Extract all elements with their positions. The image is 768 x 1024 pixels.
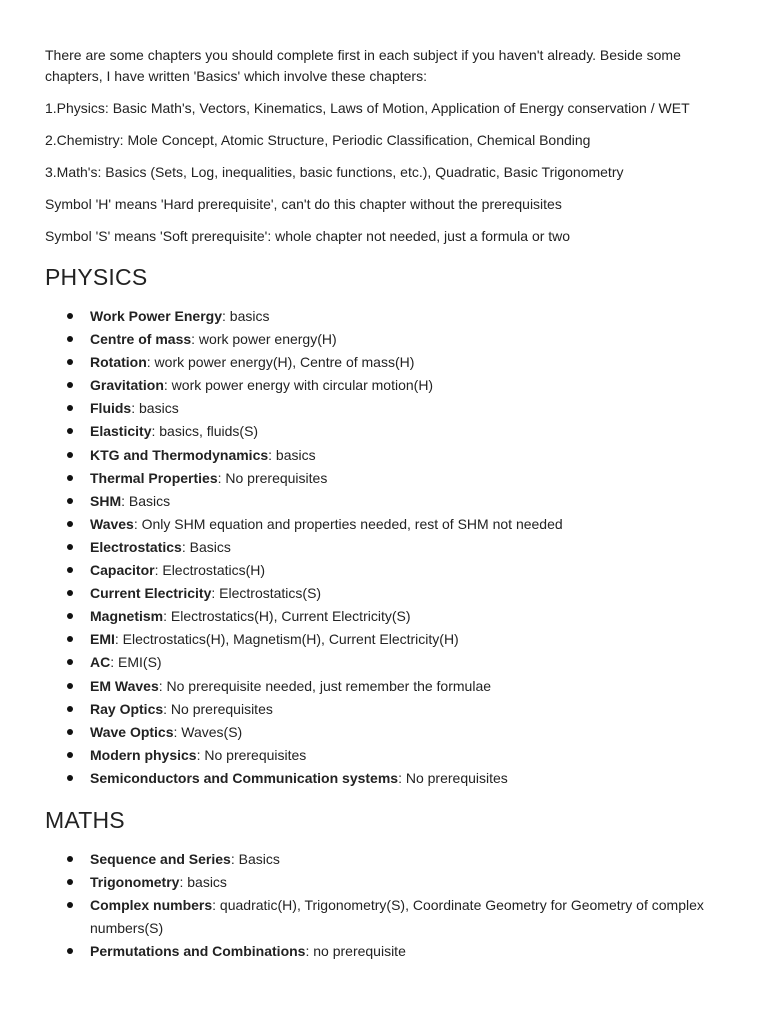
- list-item: [45, 848, 723, 871]
- topic-name: Complex numbers: [90, 897, 213, 914]
- maths-heading: MATHS: [45, 806, 125, 833]
- topic-detail: : Only SHM equation and properties needed, rest of SHM not needed: [133, 515, 563, 532]
- topic-detail: : work power energy(H), Centre of mass(H): [146, 354, 415, 371]
- topic-detail: : Electrostatics(H): [154, 562, 266, 579]
- bullet-icon: [67, 359, 73, 365]
- bullet-icon: [67, 879, 73, 885]
- topic-detail: : Electrostatics(S): [211, 585, 322, 602]
- intro-line-chemistry: 2.Chemistry: Mole Concept, Atomic Structure, Periodic Classification, Chemical Bonding: [45, 132, 591, 148]
- list-item: [45, 559, 723, 582]
- topic-detail: : basics: [268, 446, 316, 463]
- topic-name: Permutations and Combinations: [90, 943, 306, 960]
- topic-detail: : Electrostatics(H), Current Electricity(S): [163, 608, 411, 625]
- bullet-icon: [67, 475, 73, 481]
- topic-name: Wave Optics: [90, 723, 174, 740]
- topic-detail: : basics, fluids(S): [151, 423, 259, 440]
- topic-name: EM Waves: [90, 677, 159, 694]
- list-item: [45, 767, 723, 790]
- topic-name: Gravitation: [90, 377, 164, 394]
- physics-heading: PHYSICS: [45, 264, 148, 290]
- list-item: [45, 444, 723, 467]
- intro-line-physics: 1.Physics: Basic Math's, Vectors, Kinematics, Laws of Motion, Application of Energy conservation / WET: [45, 100, 690, 116]
- bullet-icon: [67, 636, 73, 642]
- bullet-icon: [67, 452, 73, 458]
- maths-section: [45, 806, 723, 963]
- topic-name: Ray Optics: [90, 700, 164, 717]
- list-item: [45, 582, 723, 605]
- list-item: [45, 605, 723, 628]
- topic-detail: : basics: [179, 874, 227, 891]
- list-item: [45, 744, 723, 767]
- bullet-icon: [67, 544, 73, 550]
- intro-line-soft-symbol: Symbol 'S' means 'Soft prerequisite': whole chapter not needed, just a formula or two: [45, 228, 571, 244]
- list-item: [45, 374, 723, 397]
- bullet-icon: [67, 590, 73, 596]
- topic-detail: : Basics: [230, 850, 280, 867]
- list-item: [45, 675, 723, 698]
- topic-detail: : Basics: [121, 492, 171, 509]
- bullet-icon: [67, 775, 73, 781]
- list-item: [45, 420, 723, 443]
- topic-detail: : No prerequisites: [196, 746, 307, 763]
- topic-name: Centre of mass: [90, 331, 192, 348]
- topic-name: Elasticity: [90, 423, 152, 440]
- list-item: [45, 628, 723, 651]
- topic-detail: : EMI(S): [110, 654, 162, 671]
- topic-name: Work Power Energy: [90, 308, 223, 324]
- topic-name: Electrostatics: [90, 538, 182, 555]
- list-item: [45, 305, 723, 328]
- topic-name: Fluids: [90, 400, 132, 417]
- topic-detail: : basics: [222, 308, 270, 324]
- topic-detail: : No prerequisite needed, just remember the formulae: [158, 677, 492, 694]
- topic-detail: : basics: [131, 400, 179, 417]
- topic-detail: : quadratic(H), Trigonometry(S), Coordinate Geometry for Geometry of complex numbers(S): [90, 897, 704, 937]
- intro-paragraph: There are some chapters you should complete first in each subject if you haven't already. Beside some chapters, I have written 'Basics' which involve these chapters:: [45, 47, 681, 84]
- bullet-icon: [67, 683, 73, 689]
- list-item: [45, 351, 723, 374]
- bullet-icon: [67, 752, 73, 758]
- list-item: [45, 328, 723, 351]
- list-item: [45, 397, 723, 420]
- bullet-icon: [67, 498, 73, 504]
- bullet-icon: [67, 659, 73, 665]
- bullet-icon: [67, 405, 73, 411]
- topic-detail: : no prerequisite: [305, 943, 406, 960]
- topic-name: Thermal Properties: [90, 469, 218, 486]
- list-item: [45, 721, 723, 744]
- bullet-icon: [67, 313, 73, 319]
- topic-name: Semiconductors and Communication systems: [90, 769, 399, 786]
- topic-name: EMI: [90, 631, 115, 648]
- list-item: [45, 513, 723, 536]
- topic-name: Sequence and Series: [90, 850, 231, 867]
- topic-name: Current Electricity: [90, 585, 212, 602]
- list-item: [45, 536, 723, 559]
- list-item: [45, 490, 723, 513]
- list-item: [45, 894, 723, 940]
- topic-detail: : work power energy with circular motion(H): [163, 377, 434, 394]
- list-item: [45, 467, 723, 490]
- intro-line-hard-symbol: Symbol 'H' means 'Hard prerequisite', can't do this chapter without the prerequisites: [45, 196, 562, 212]
- topic-name: AC: [90, 654, 111, 671]
- topic-name: Waves: [90, 515, 134, 532]
- topic-detail: : Electrostatics(H), Magnetism(H), Current Electricity(H): [114, 631, 459, 648]
- list-item: [45, 698, 723, 721]
- bullet-icon: [67, 706, 73, 712]
- bullet-icon: [67, 521, 73, 527]
- topic-name: Trigonometry: [90, 874, 180, 891]
- list-item: [45, 651, 723, 674]
- topic-detail: : Waves(S): [173, 723, 243, 740]
- topic-detail: : No prerequisites: [163, 700, 273, 717]
- physics-list: [45, 305, 723, 790]
- topic-name: KTG and Thermodynamics: [90, 446, 269, 463]
- bullet-icon: [67, 567, 73, 573]
- topic-name: Modern physics: [90, 746, 197, 763]
- maths-list: [45, 848, 723, 963]
- physics-section: [45, 263, 723, 790]
- topic-name: Rotation: [90, 354, 147, 371]
- list-item: [45, 940, 723, 963]
- bullet-icon: [67, 428, 73, 434]
- bullet-icon: [67, 336, 73, 342]
- topic-detail: : Basics: [181, 538, 231, 555]
- bullet-icon: [67, 729, 73, 735]
- topic-detail: : No prerequisites: [217, 469, 328, 486]
- intro-line-maths: 3.Math's: Basics (Sets, Log, inequalities, basic functions, etc.), Quadratic, Basic Trigonometry: [45, 164, 624, 180]
- topic-name: Capacitor: [90, 562, 155, 579]
- bullet-icon: [67, 856, 73, 862]
- bullet-icon: [67, 948, 73, 954]
- bullet-icon: [67, 382, 73, 388]
- bullet-icon: [67, 902, 73, 908]
- topic-name: Magnetism: [90, 608, 164, 625]
- topic-name: SHM: [90, 492, 122, 509]
- bullet-icon: [67, 613, 73, 619]
- topic-detail: : No prerequisites: [398, 769, 508, 786]
- list-item: [45, 871, 723, 894]
- topic-detail: : work power energy(H): [191, 331, 337, 348]
